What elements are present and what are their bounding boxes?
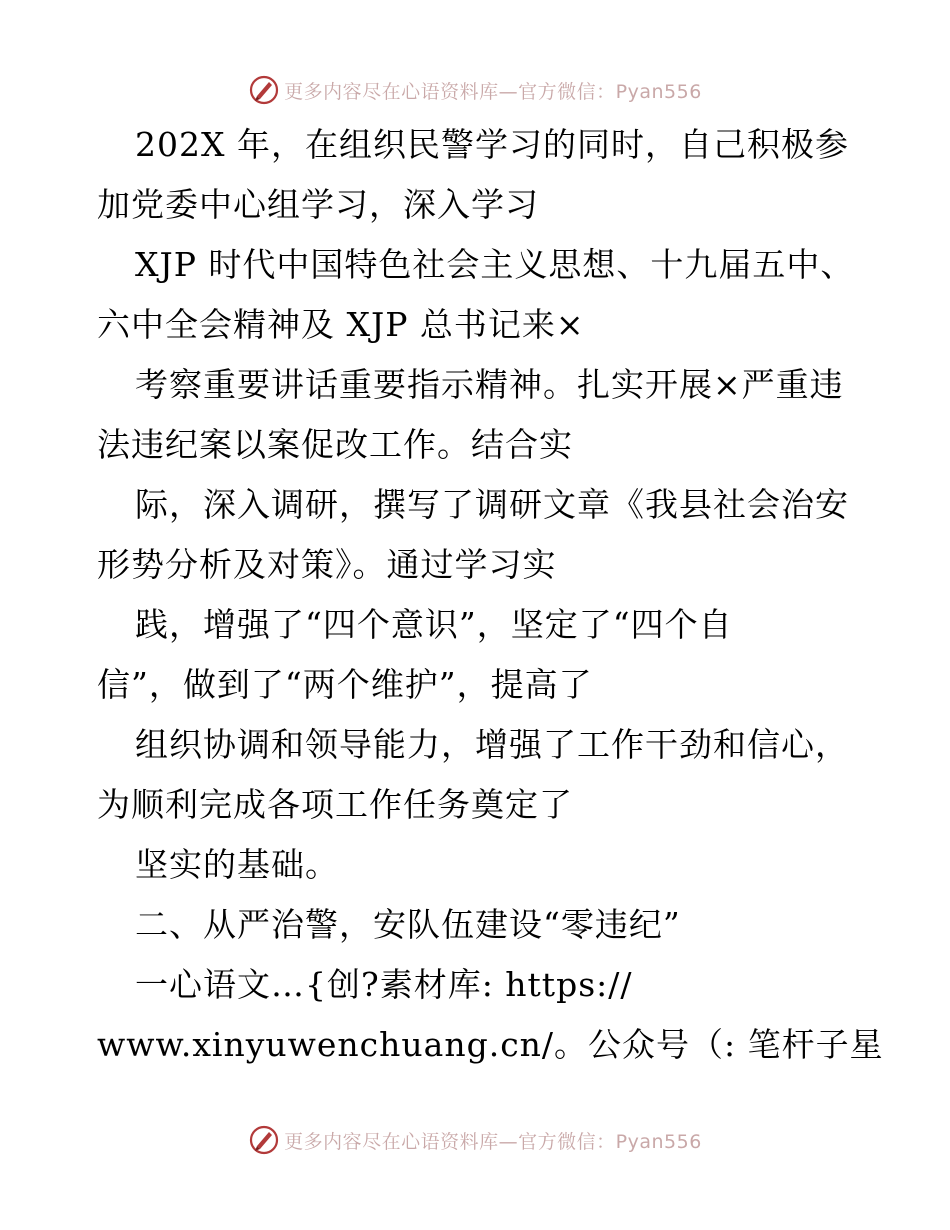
footer-watermark-banner bbox=[0, 1120, 950, 1160]
text-line: 为顺利完成各项工作任务奠定了 bbox=[97, 785, 573, 824]
text-line: 加党委中心组学习，深入学习 bbox=[97, 185, 539, 224]
text-line: 形势分析及对策》。通过学习实 bbox=[97, 545, 557, 584]
header-watermark-banner bbox=[0, 70, 950, 110]
text-line: 考察重要讲话重要指示精神。扎实开展×严重违 bbox=[135, 365, 844, 404]
text-line: 组织协调和领导能力，增强了工作干劲和信心， bbox=[135, 725, 849, 764]
text-line: XJP 时代中国特色社会主义思想、十九届五中、 bbox=[135, 245, 855, 284]
text-line: 法违纪案以案促改工作。结合实 bbox=[97, 425, 573, 464]
text-line: 六中全会精神及 XJP 总书记来× bbox=[97, 305, 585, 344]
pen-seal-logo-icon bbox=[248, 74, 280, 106]
text-line: 践，增强了“四个意识”，坚定了“四个自 bbox=[135, 605, 733, 644]
pen-seal-logo-icon bbox=[248, 1124, 280, 1156]
section-heading: 二、从严治警，安队伍建设“零违纪” bbox=[135, 905, 681, 944]
text-line: 坚实的基础。 bbox=[135, 845, 339, 884]
header-watermark-text: 更多内容尽在心语资料库—官方微信：Pyan556 bbox=[284, 80, 702, 103]
text-line: 202X 年，在组织民警学习的同时，自己积极参 bbox=[135, 125, 849, 164]
text-line: 一心语文…{创?素材库: https:// bbox=[135, 965, 633, 1004]
text-line: 信”，做到了“两个维护”，提高了 bbox=[97, 665, 593, 704]
footer-watermark-text: 更多内容尽在心语资料库—官方微信：Pyan556 bbox=[284, 1130, 702, 1153]
text-line: 际，深入调研，撰写了调研文章《我县社会治安 bbox=[135, 485, 849, 524]
text-line: www.xinyuwenchuang.cn/。公众号（: 笔杆子星 bbox=[97, 1025, 884, 1064]
